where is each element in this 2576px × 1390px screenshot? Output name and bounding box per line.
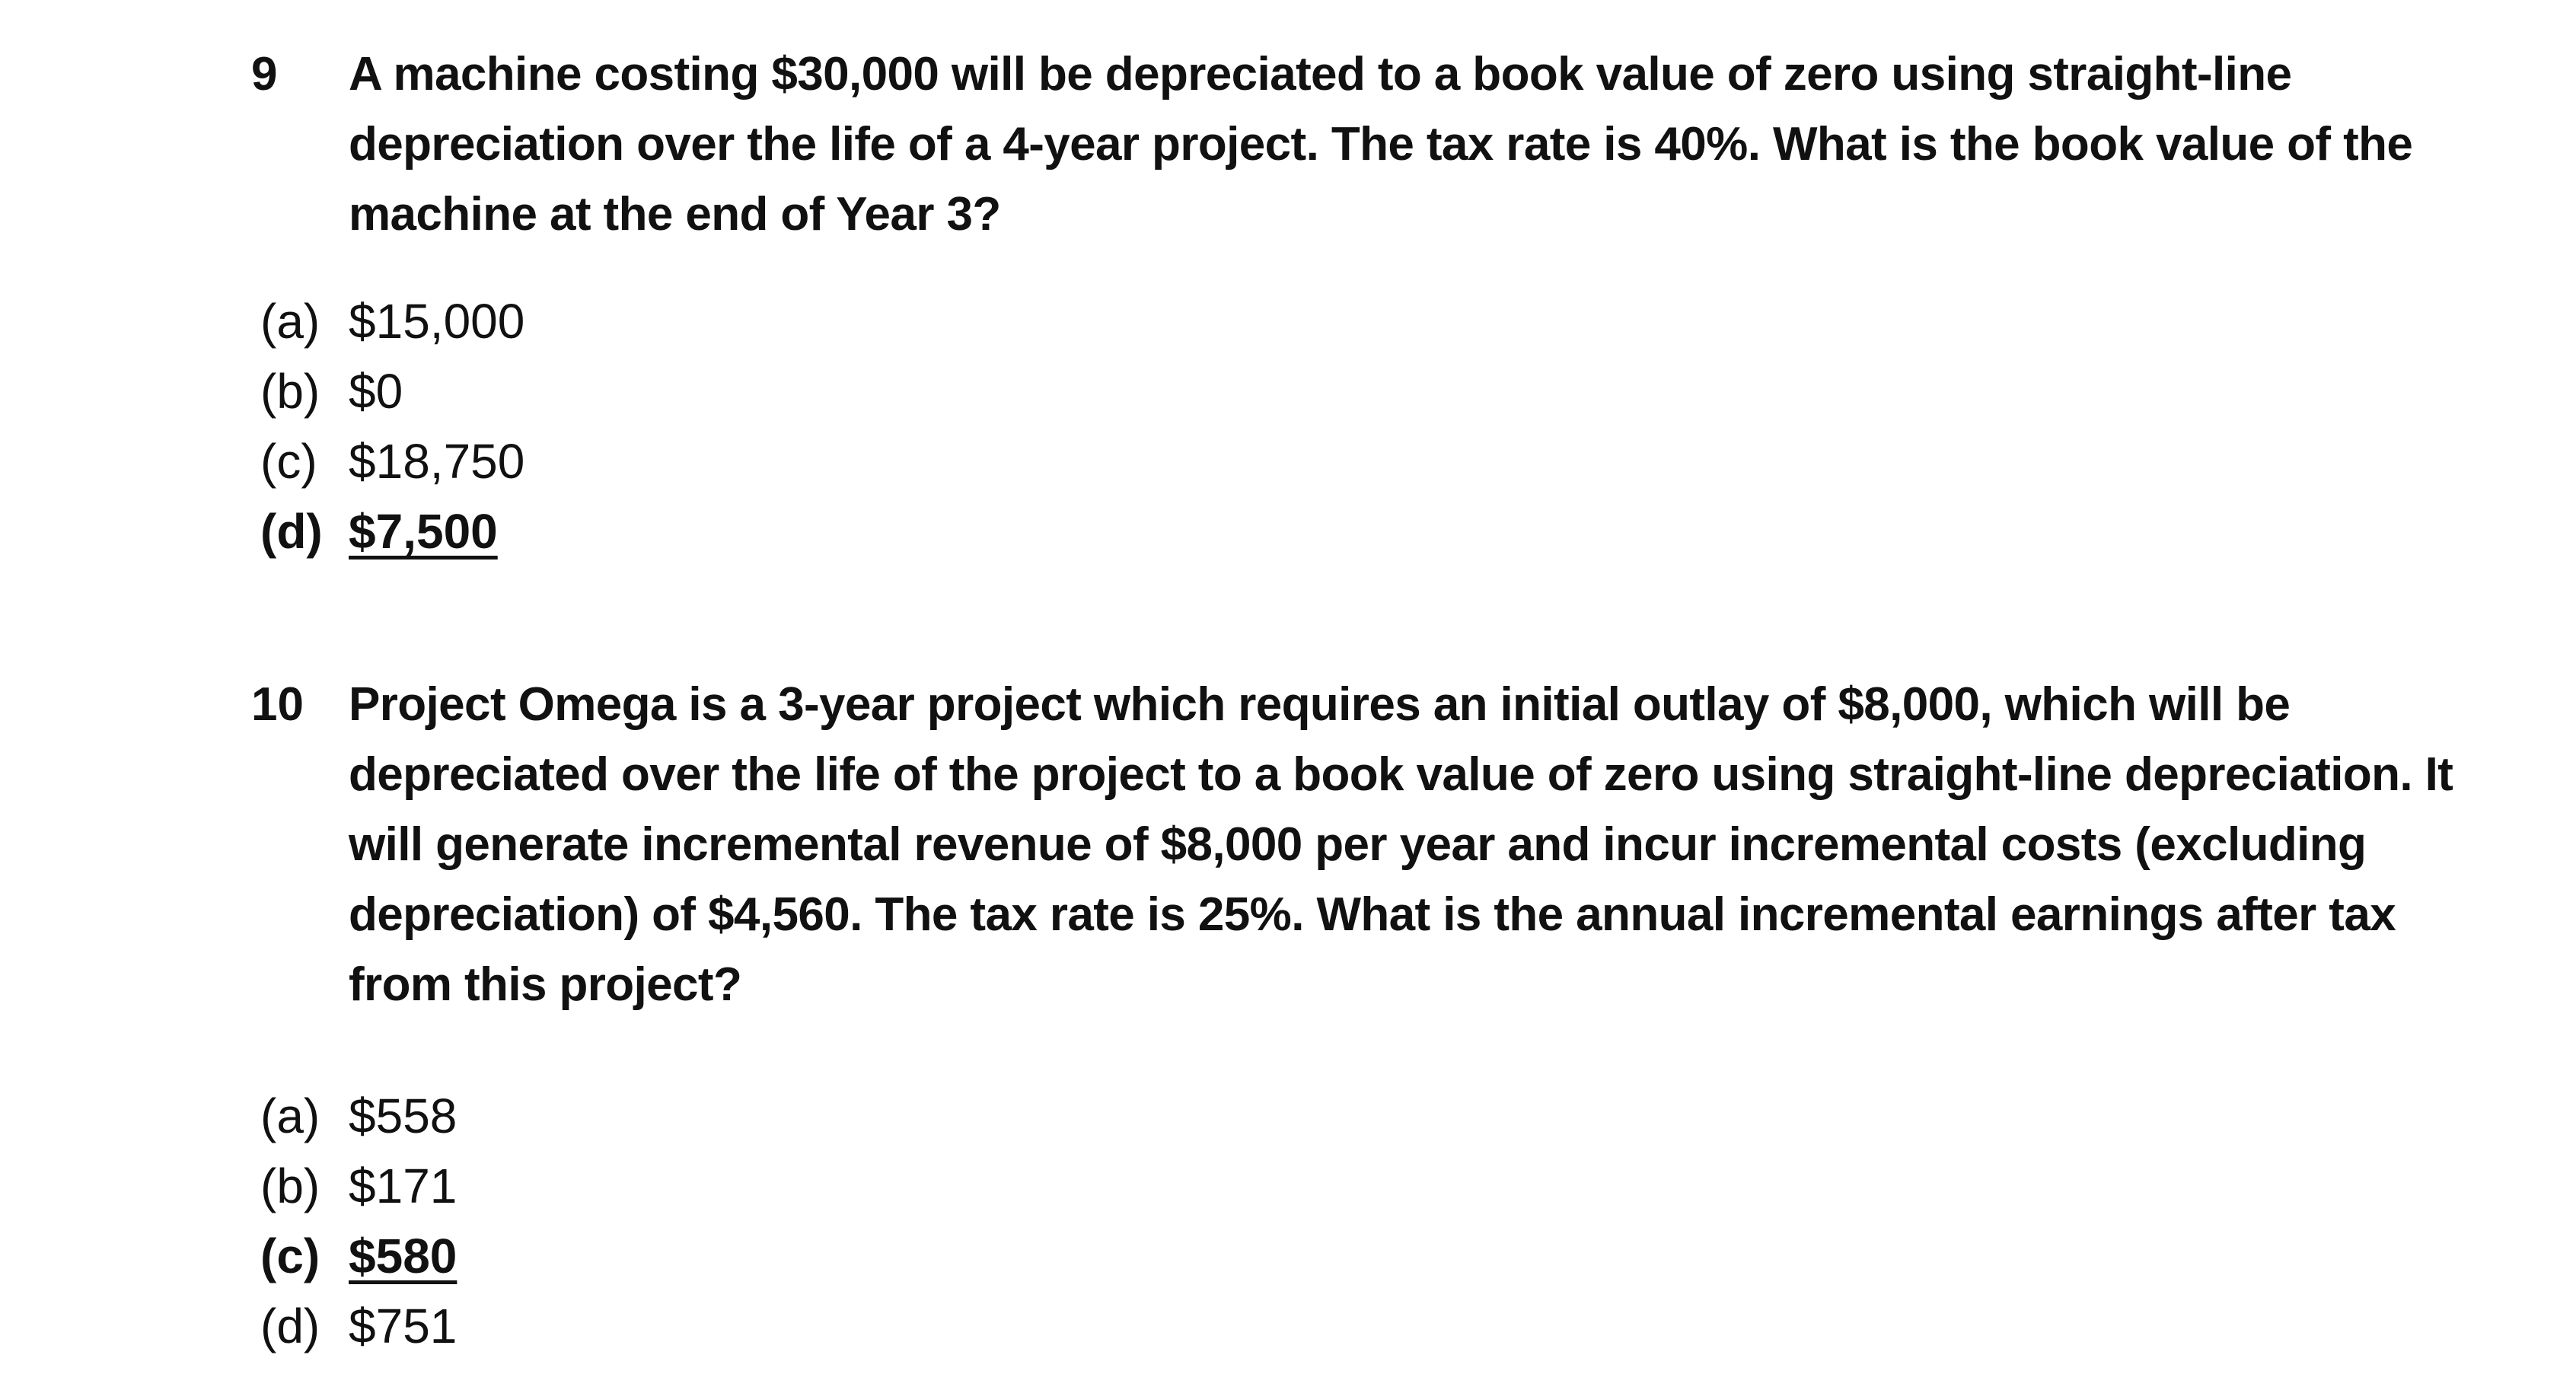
question-text-line: depreciation over the life of a 4-year project. The tax rate is 40%. What is the book value of the (349, 118, 2413, 171)
option-label: (c) (260, 434, 317, 489)
option-a[interactable] (0, 286, 913, 356)
option-b[interactable] (0, 356, 913, 426)
option-value: $0 (349, 364, 403, 419)
option-b[interactable] (0, 1151, 913, 1221)
question-text (349, 670, 2453, 1020)
option-value: $171 (349, 1159, 457, 1213)
option-label: (b) (260, 364, 320, 419)
option-label: (d) (260, 1299, 320, 1353)
question-number: 9 (251, 48, 278, 100)
question-text-line: A machine costing $30,000 will be depreciated to a book value of zero using straight-line (349, 48, 2292, 100)
question-text-line: from this project? (349, 958, 742, 1011)
option-label: (c) (260, 1229, 320, 1283)
option-c-correct-answer[interactable] (0, 1221, 913, 1291)
option-a[interactable] (0, 1081, 913, 1151)
option-value: $558 (349, 1089, 457, 1143)
option-label: (d) (260, 504, 323, 559)
option-label: (b) (260, 1159, 320, 1213)
question-text-line: depreciation) of $4,560. The tax rate is 25%. What is the annual incremental earnings after tax (349, 888, 2396, 941)
question-number: 10 (251, 678, 304, 731)
option-value: $751 (349, 1299, 457, 1353)
option-c[interactable] (0, 426, 913, 496)
question-text (349, 40, 2412, 250)
option-value: $7,500 (349, 504, 498, 559)
option-d-correct-answer[interactable] (0, 496, 913, 566)
question-text-line: machine at the end of Year 3? (349, 188, 1001, 241)
question-text-line: will generate incremental revenue of $8,000 per year and incur incremental costs (excluding (349, 818, 2367, 871)
option-label: (a) (260, 294, 320, 349)
option-value: $15,000 (349, 294, 525, 349)
option-label: (a) (260, 1089, 320, 1143)
option-d[interactable] (0, 1291, 913, 1361)
question-text-line: Project Omega is a 3-year project which requires an initial outlay of $8,000, which will be (349, 678, 2291, 731)
question-text-line: depreciated over the life of the project to a book value of zero using straight-line depreciation. It (349, 748, 2453, 801)
option-value: $18,750 (349, 434, 525, 489)
option-value: $580 (349, 1229, 457, 1283)
